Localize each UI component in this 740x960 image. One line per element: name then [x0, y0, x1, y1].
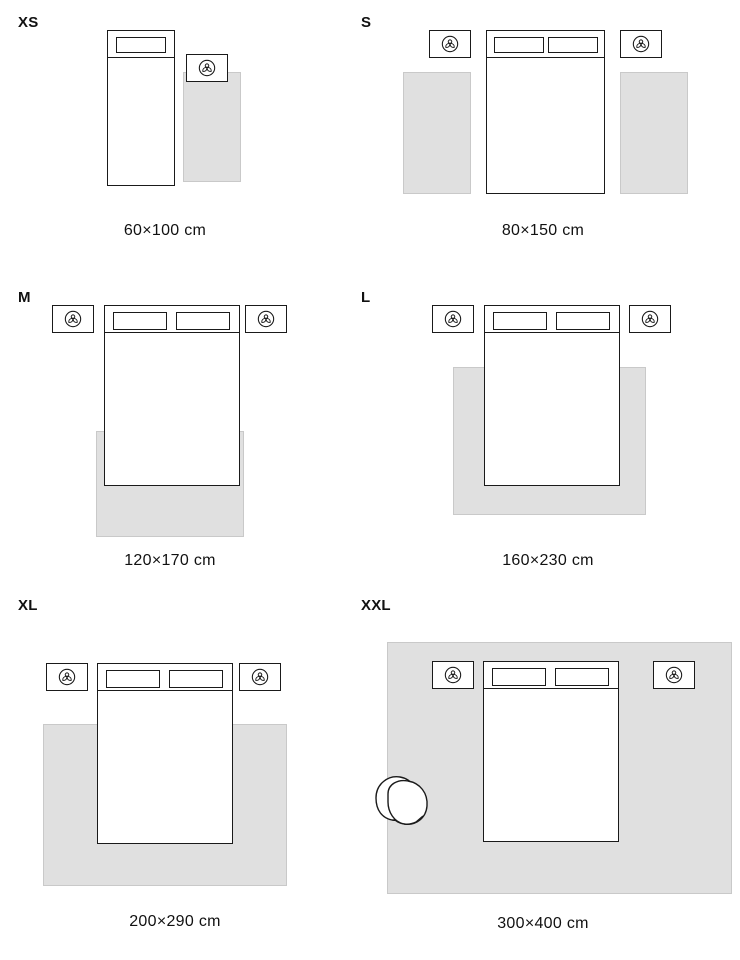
pillow-xs: [116, 37, 166, 53]
bed-xs: [107, 56, 175, 186]
size-cell-m: [0, 275, 370, 580]
size-label-s: S: [361, 14, 372, 31]
scene-s: [348, 24, 740, 194]
pillow-xl-right: [169, 670, 223, 688]
nightstand-l-right: [629, 305, 671, 333]
dimension-label-l: 160×230 cm: [502, 552, 594, 569]
nightstand-xl-right: [239, 663, 281, 691]
dimension-label-xl: 200×290 cm: [129, 913, 221, 930]
armchair: [366, 762, 446, 842]
size-cell-xxl: [348, 585, 740, 960]
scene-m: [0, 299, 370, 529]
dimension-label-s: 80×150 cm: [501, 222, 585, 239]
size-cell-xs: [0, 0, 370, 260]
scene-xl: [0, 657, 370, 897]
pillow-m-right: [176, 312, 230, 330]
pillow-m-left: [113, 312, 167, 330]
lamp-icon: [631, 34, 651, 54]
nightstand-m-right: [245, 305, 287, 333]
scene-xs: [0, 24, 370, 194]
dimension-label-m: 120×170 cm: [124, 552, 216, 569]
size-label-xs: XS: [18, 14, 39, 31]
lamp-icon: [57, 667, 77, 687]
lamp-icon: [440, 34, 460, 54]
nightstand-s-left: [429, 30, 471, 58]
pillow-l-right: [556, 312, 610, 330]
scene-l: [348, 299, 740, 529]
bed-xl: [97, 689, 233, 844]
nightstand-l-left: [432, 305, 474, 333]
pillow-l-left: [493, 312, 547, 330]
size-cell-s: [348, 0, 740, 260]
lamp-icon: [250, 667, 270, 687]
rug-s-left: [403, 72, 471, 194]
nightstand-xxl-right: [653, 661, 695, 689]
bed-xxl: [483, 687, 619, 842]
pillow-xxl-right: [555, 668, 609, 686]
lamp-icon: [63, 309, 83, 329]
size-label-m: M: [18, 289, 31, 306]
rug-s-right: [620, 72, 688, 194]
lamp-icon: [256, 309, 276, 329]
nightstand-xl-left: [46, 663, 88, 691]
lamp-icon: [664, 665, 684, 685]
pillow-s-right: [548, 37, 598, 53]
size-cell-l: [348, 275, 740, 580]
lamp-icon: [443, 665, 463, 685]
bed-s: [486, 56, 605, 194]
nightstand-xxl-left: [432, 661, 474, 689]
size-label-xl: XL: [18, 597, 38, 614]
pillow-s-left: [494, 37, 544, 53]
size-label-xxl: XXL: [361, 597, 391, 614]
dimension-label-xxl: 300×400 cm: [497, 915, 589, 932]
lamp-icon: [197, 58, 217, 78]
armchair-icon: [366, 762, 446, 842]
scene-xxl: [348, 647, 740, 897]
rug-xs: [183, 72, 241, 182]
nightstand-xs-right: [186, 54, 228, 82]
lamp-icon: [640, 309, 660, 329]
lamp-icon: [443, 309, 463, 329]
nightstand-s-right: [620, 30, 662, 58]
pillow-xl-left: [106, 670, 160, 688]
bed-m: [104, 331, 240, 486]
pillow-xxl-left: [492, 668, 546, 686]
size-cell-xl: [0, 585, 370, 960]
bed-l: [484, 331, 620, 486]
size-label-l: L: [361, 289, 371, 306]
nightstand-m-left: [52, 305, 94, 333]
dimension-label-xs: 60×100 cm: [123, 222, 207, 239]
